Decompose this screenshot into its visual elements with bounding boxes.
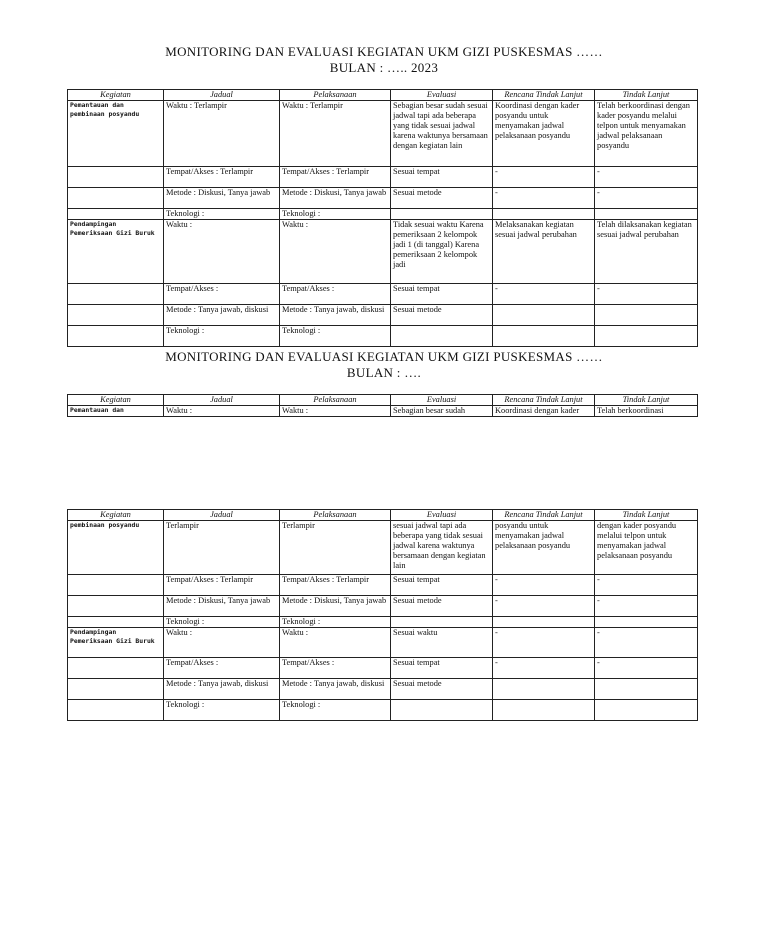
header-evaluasi: Evaluasi: [391, 510, 493, 521]
rtl-cell: -: [493, 596, 595, 617]
pelaksanaan-cell: Metode : Diskusi, Tanya jawab: [280, 188, 391, 209]
pelaksanaan-cell: Tempat/Akses :: [280, 284, 391, 305]
kegiatan-cell: [68, 284, 164, 305]
kegiatan-cell: Pemantauan dan: [68, 406, 164, 417]
kegiatan-cell: [68, 326, 164, 347]
header-rencana-tindak-lanjut: Rencana Tindak Lanjut: [493, 510, 595, 521]
pelaksanaan-cell: Metode : Tanya jawab, diskusi: [280, 305, 391, 326]
tl-cell: -: [595, 575, 698, 596]
pelaksanaan-cell: Waktu :: [280, 406, 391, 417]
table-header-row: [68, 90, 698, 101]
jadual-cell: Metode : Diskusi, Tanya jawab: [164, 596, 280, 617]
rtl-cell: -: [493, 167, 595, 188]
table-row: [68, 575, 698, 596]
rtl-cell: [493, 700, 595, 721]
header-kegiatan: Kegiatan: [68, 395, 164, 406]
evaluasi-cell: [391, 617, 493, 628]
header-jadual: Jadual: [164, 510, 280, 521]
rtl-cell: [493, 209, 595, 220]
rtl-cell: [493, 305, 595, 326]
tl-cell: [595, 617, 698, 628]
pelaksanaan-cell: Teknologi :: [280, 326, 391, 347]
kegiatan-cell: [68, 700, 164, 721]
table-row: [68, 617, 698, 628]
kegiatan-cell: Pendampingan Pemeriksaan Gizi Buruk: [68, 628, 164, 658]
evaluasi-cell: Sesuai metode: [391, 679, 493, 700]
doc2-subtitle: BULAN : ….: [346, 365, 422, 380]
jadual-cell: Tempat/Akses : Terlampir: [164, 167, 280, 188]
pelaksanaan-cell: Tempat/Akses :: [280, 658, 391, 679]
evaluasi-cell: Tidak sesuai waktu Karena pemeriksaan 2 kelompok jadi 1 (di tanggal) Karena pemeriksaan 2 kelompok jadi: [391, 220, 493, 284]
rtl-cell: -: [493, 658, 595, 679]
table-row: [68, 700, 698, 721]
rtl-cell: Koordinasi dengan kader posyandu untuk menyamakan jadwal pelaksanaan posyandu: [493, 101, 595, 167]
table-row: [68, 658, 698, 679]
evaluasi-cell: Sesuai tempat: [391, 658, 493, 679]
rtl-cell: Koordinasi dengan kader: [493, 406, 595, 417]
pelaksanaan-cell: Waktu : Terlampir: [280, 101, 391, 167]
tl-cell: -: [595, 188, 698, 209]
jadual-cell: Teknologi :: [164, 209, 280, 220]
doc1-title: MONITORING DAN EVALUASI KEGIATAN UKM GIZI PUSKESMAS ……: [165, 44, 603, 59]
pelaksanaan-cell: Tempat/Akses : Terlampir: [280, 167, 391, 188]
tl-cell: -: [595, 284, 698, 305]
header-evaluasi: Evaluasi: [391, 395, 493, 406]
tl-cell: [595, 209, 698, 220]
rtl-cell: Melaksanakan kegiatan sesuai jadwal perubahan: [493, 220, 595, 284]
rtl-cell: [493, 679, 595, 700]
evaluasi-cell: Sebagian besar sudah sesuai jadwal tapi ada beberapa yang tidak sesuai jadwal karena waktunya bersamaan dengan kegiatan lain: [391, 101, 493, 167]
tl-cell: Telah dilaksanakan kegiatan sesuai jadwal perubahan: [595, 220, 698, 284]
table-row: [68, 188, 698, 209]
kegiatan-cell: [68, 679, 164, 700]
tl-cell: Telah berkoordinasi: [595, 406, 698, 417]
kegiatan-cell: [68, 209, 164, 220]
kegiatan-cell: [68, 617, 164, 628]
doc2-title: MONITORING DAN EVALUASI KEGIATAN UKM GIZI PUSKESMAS ……: [165, 349, 603, 364]
rtl-cell: [493, 617, 595, 628]
evaluasi-cell: Sesuai tempat: [391, 284, 493, 305]
kegiatan-cell: [68, 596, 164, 617]
tl-cell: [595, 326, 698, 347]
table-row: [68, 305, 698, 326]
tl-cell: [595, 305, 698, 326]
rtl-cell: -: [493, 284, 595, 305]
jadual-cell: Waktu :: [164, 220, 280, 284]
evaluasi-cell: sesuai jadwal tapi ada beberapa yang tidak sesuai jadwal karena waktunya bersamaan dengan kegiatan lain: [391, 521, 493, 575]
rtl-cell: -: [493, 188, 595, 209]
kegiatan-cell: Pemantauan dan pembinaan posyandu: [68, 101, 164, 167]
evaluasi-cell: [391, 326, 493, 347]
jadual-cell: Teknologi :: [164, 700, 280, 721]
jadual-cell: Metode : Tanya jawab, diskusi: [164, 679, 280, 700]
tl-cell: Telah berkoordinasi dengan kader posyandu melalui telpon untuk menyamakan jadwal pelaksanaan posyandu: [595, 101, 698, 167]
evaluasi-cell: [391, 209, 493, 220]
kegiatan-cell: [68, 188, 164, 209]
rtl-cell: -: [493, 628, 595, 658]
monitoring-table-3: [67, 509, 698, 721]
evaluasi-cell: Sebagian besar sudah: [391, 406, 493, 417]
table-row: [68, 628, 698, 658]
jadual-cell: Tempat/Akses : Terlampir: [164, 575, 280, 596]
header-jadual: Jadual: [164, 90, 280, 101]
evaluasi-cell: Sesuai tempat: [391, 575, 493, 596]
header-pelaksanaan: Pelaksanaan: [280, 90, 391, 101]
header-evaluasi: Evaluasi: [391, 90, 493, 101]
rtl-cell: [493, 326, 595, 347]
jadual-cell: Waktu :: [164, 406, 280, 417]
header-jadual: Jadual: [164, 395, 280, 406]
doc1-subtitle: BULAN : ….. 2023: [329, 60, 439, 75]
jadual-cell: Waktu : Terlampir: [164, 101, 280, 167]
table-row: [68, 406, 698, 417]
pelaksanaan-cell: Metode : Tanya jawab, diskusi: [280, 679, 391, 700]
tl-cell: -: [595, 596, 698, 617]
jadual-cell: Tempat/Akses :: [164, 284, 280, 305]
header-kegiatan: Kegiatan: [68, 90, 164, 101]
table-row: [68, 220, 698, 284]
table-row: [68, 101, 698, 167]
pelaksanaan-cell: Waktu :: [280, 220, 391, 284]
table-row: [68, 326, 698, 347]
evaluasi-cell: Sesuai metode: [391, 305, 493, 326]
tl-cell: -: [595, 167, 698, 188]
table-row: [68, 284, 698, 305]
table-row: [68, 167, 698, 188]
tl-cell: -: [595, 628, 698, 658]
pelaksanaan-cell: Tempat/Akses : Terlampir: [280, 575, 391, 596]
kegiatan-cell: [68, 658, 164, 679]
table-row: [68, 209, 698, 220]
kegiatan-cell: Pendampingan Pemeriksaan Gizi Buruk: [68, 220, 164, 284]
pelaksanaan-cell: Teknologi :: [280, 617, 391, 628]
kegiatan-cell: pembinaan posyandu: [68, 521, 164, 575]
header-kegiatan: Kegiatan: [68, 510, 164, 521]
header-rencana-tindak-lanjut: Rencana Tindak Lanjut: [493, 395, 595, 406]
kegiatan-cell: [68, 305, 164, 326]
pelaksanaan-cell: Metode : Diskusi, Tanya jawab: [280, 596, 391, 617]
evaluasi-cell: [391, 700, 493, 721]
table-header-row: [68, 395, 698, 406]
jadual-cell: Metode : Tanya jawab, diskusi: [164, 305, 280, 326]
header-pelaksanaan: Pelaksanaan: [280, 510, 391, 521]
tl-cell: dengan kader posyandu melalui telpon untuk menyamakan jadwal pelaksanaan posyandu: [595, 521, 698, 575]
pelaksanaan-cell: Teknologi :: [280, 209, 391, 220]
header-tindak-lanjut: Tindak Lanjut: [595, 90, 698, 101]
monitoring-table-2: [67, 394, 698, 417]
header-tindak-lanjut: Tindak Lanjut: [595, 395, 698, 406]
evaluasi-cell: Sesuai metode: [391, 188, 493, 209]
kegiatan-cell: [68, 167, 164, 188]
header-tindak-lanjut: Tindak Lanjut: [595, 510, 698, 521]
header-rencana-tindak-lanjut: Rencana Tindak Lanjut: [493, 90, 595, 101]
evaluasi-cell: Sesuai waktu: [391, 628, 493, 658]
table-row: [68, 596, 698, 617]
table-row: [68, 521, 698, 575]
jadual-cell: Tempat/Akses :: [164, 658, 280, 679]
pelaksanaan-cell: Teknologi :: [280, 700, 391, 721]
jadual-cell: Teknologi :: [164, 326, 280, 347]
monitoring-table-1: [67, 89, 698, 347]
table-row: [68, 679, 698, 700]
evaluasi-cell: Sesuai tempat: [391, 167, 493, 188]
tl-cell: -: [595, 658, 698, 679]
jadual-cell: Metode : Diskusi, Tanya jawab: [164, 188, 280, 209]
tl-cell: [595, 700, 698, 721]
jadual-cell: Teknologi :: [164, 617, 280, 628]
table-header-row: [68, 510, 698, 521]
header-pelaksanaan: Pelaksanaan: [280, 395, 391, 406]
evaluasi-cell: Sesuai metode: [391, 596, 493, 617]
pelaksanaan-cell: Waktu :: [280, 628, 391, 658]
rtl-cell: -: [493, 575, 595, 596]
tl-cell: [595, 679, 698, 700]
pelaksanaan-cell: Terlampir: [280, 521, 391, 575]
jadual-cell: Waktu :: [164, 628, 280, 658]
kegiatan-cell: [68, 575, 164, 596]
jadual-cell: Terlampir: [164, 521, 280, 575]
rtl-cell: posyandu untuk menyamakan jadwal pelaksanaan posyandu: [493, 521, 595, 575]
